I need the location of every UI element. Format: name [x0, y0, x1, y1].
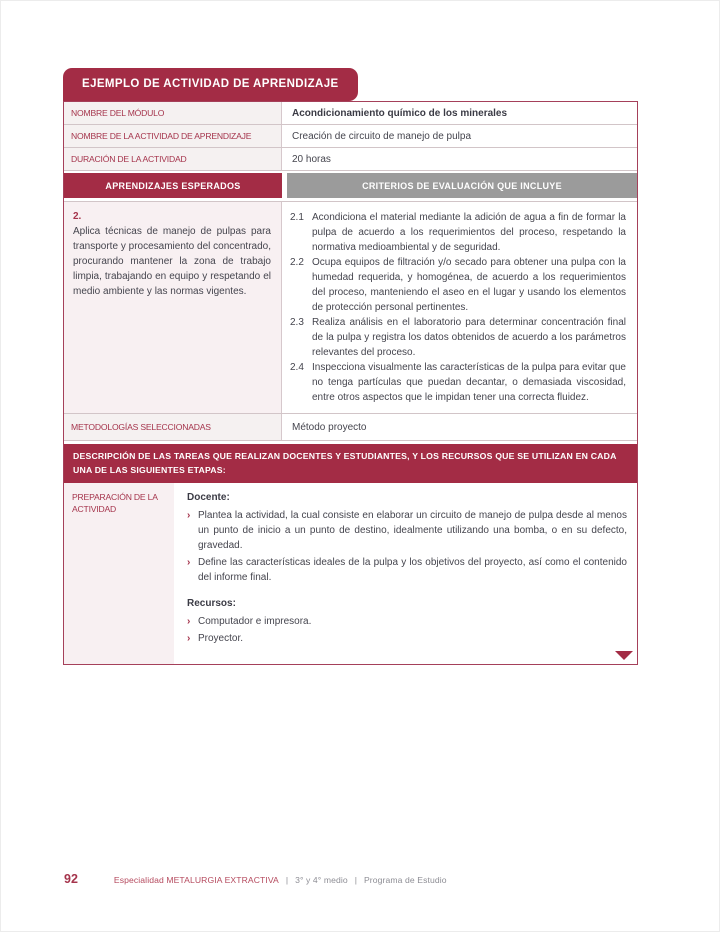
- table-row-methodology: [64, 414, 637, 441]
- criterion-text: Inspecciona visualmente las características de la pulpa para evitar que no tenga partículas que puedan decantar, o demasiada viscosidad, entre otros aspectos que le impidan tener una correcta fluidez.: [312, 362, 626, 403]
- activity-table: [63, 101, 638, 665]
- bullet-icon: ›: [187, 557, 191, 568]
- continuation-arrow-icon: [615, 651, 633, 660]
- evaluation-criteria-header: CRITERIOS DE EVALUACIÓN QUE INCLUYE: [287, 173, 637, 198]
- list-item: [187, 508, 627, 553]
- bullet-icon: ›: [187, 633, 191, 644]
- list-item-text: Proyector.: [198, 633, 244, 644]
- row-label-duration: DURACIÓN DE LA ACTIVIDAD: [64, 148, 282, 170]
- criterion-text: Realiza análisis en el laboratorio para determinar concentración final de la pulpa y registra los datos obtenidos de acuerdo a los parámetros relevantes del proceso.: [312, 317, 626, 358]
- criterion-number: 2.1: [290, 212, 304, 223]
- row-value-activity-name: Creación de circuito de manejo de pulpa: [292, 130, 471, 142]
- footer-separator: |: [354, 875, 357, 885]
- recursos-heading: Recursos:: [187, 598, 236, 609]
- list-item: [187, 631, 627, 646]
- row-value-duration: 20 horas: [292, 153, 331, 165]
- recursos-list: [187, 614, 627, 646]
- row-label-methodology: METODOLOGÍAS SELECCIONADAS: [64, 414, 282, 440]
- page-number: 92: [64, 872, 78, 886]
- criterion-number: 2.3: [290, 317, 304, 328]
- list-item-text: Define las características ideales de la pulpa y los objetivos del proyecto, así como el contenido del informe final.: [198, 557, 627, 583]
- expected-learning-text: Aplica técnicas de manejo de pulpas para transporte y procesamiento del concentrado, procurando mantener la zona de trabajo limpia, trabajando en equipo y respetando el medio ambiente y las normas vigentes.: [73, 226, 271, 297]
- row-label-module: NOMBRE DEL MÓDULO: [64, 102, 282, 124]
- docente-list: [187, 508, 627, 585]
- row-value-methodology: Método proyecto: [292, 421, 367, 433]
- criterion-number: 2.4: [290, 362, 304, 373]
- footer-separator: |: [285, 875, 289, 885]
- criterion-item: [290, 255, 626, 315]
- criterion-text: Ocupa equipos de filtración y/o secado para obtener una pulpa con la humedad requerida, y homogénea, de acuerdo a los requerimientos del proceso, manteniendo el aseo en el lugar y usando los elementos de protección personal pertinentes.: [312, 257, 626, 313]
- list-item: [187, 614, 627, 629]
- footer-specialty: Especialidad METALURGIA EXTRACTIVA: [113, 875, 279, 885]
- criterion-text: Acondiciona el material mediante la adición de agua a fin de formar la pulpa de acuerdo a los requerimientos del proceso, respetando la normativa medioambiental y de seguridad.: [312, 212, 626, 253]
- criterion-item: [290, 360, 626, 405]
- criterion-item: [290, 315, 626, 360]
- preparation-stage-label: PREPARACIÓN DE LA ACTIVIDAD: [64, 483, 174, 664]
- table-row-duration: [64, 148, 637, 171]
- criterion-number: 2.2: [290, 257, 304, 268]
- bullet-icon: ›: [187, 616, 191, 627]
- expected-learning-header: APRENDIZAJES ESPERADOS: [64, 173, 282, 198]
- table-row-module: [64, 102, 637, 125]
- learning-content-row: [64, 201, 637, 414]
- row-label-activity-name: NOMBRE DE LA ACTIVIDAD DE APRENDIZAJE: [64, 125, 282, 147]
- row-value-module: Acondicionamiento químico de los minerales: [292, 107, 508, 119]
- list-item-text: Plantea la actividad, la cual consiste en elaborar un circuito de manejo de pulpa desde al menos un punto de inicio a un punto de destino, idealmente utilizando una bomba, o en su defecto, gravedad.: [198, 510, 627, 551]
- expected-learning-number: 2.: [73, 211, 82, 222]
- expected-learning-cell: [64, 202, 282, 413]
- column-header-band: [64, 173, 637, 198]
- list-item-text: Computador e impresora.: [198, 616, 312, 627]
- preparation-row: [64, 483, 637, 664]
- criterion-item: [290, 210, 626, 255]
- footer-program: Programa de Estudio: [363, 875, 447, 885]
- footer-grade: 3° y 4° medio: [295, 875, 348, 885]
- bullet-icon: ›: [187, 510, 191, 521]
- preparation-content: [174, 483, 637, 664]
- page-footer: [64, 872, 447, 886]
- activity-example-tab: EJEMPLO DE ACTIVIDAD DE APRENDIZAJE: [63, 68, 358, 101]
- criteria-list: [282, 202, 637, 413]
- tasks-description-band: DESCRIPCIÓN DE LAS TAREAS QUE REALIZAN DOCENTES Y ESTUDIANTES, Y LOS RECURSOS QUE SE UTILIZAN EN CADA UNA DE LAS SIGUIENTES ETAPAS:: [64, 444, 637, 483]
- table-row-activity-name: [64, 125, 637, 148]
- docente-heading: Docente:: [187, 492, 230, 503]
- list-item: [187, 555, 627, 585]
